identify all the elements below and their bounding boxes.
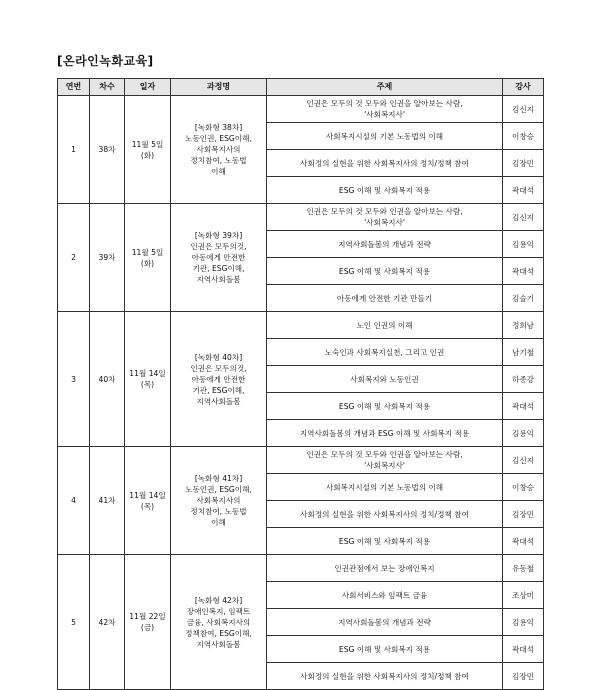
session-topic <box>267 150 503 177</box>
topic-line: '사회복지사' <box>364 110 405 119</box>
session-topic <box>267 123 503 150</box>
session-lecturer: 이창승 <box>503 123 544 150</box>
course-line: 사회복지사의 <box>196 145 241 154</box>
course-line: 사회복지사의 <box>196 496 241 505</box>
session-lecturer: 김장민 <box>503 501 544 528</box>
topic-line: 사회정의 실현을 위한 사회복지사의 정치/정책 참여 <box>300 509 469 519</box>
row-round: 39차 <box>90 204 125 312</box>
session-topic <box>267 636 503 663</box>
header-date: 일자 <box>125 79 171 96</box>
session-topic <box>267 474 503 501</box>
course-line: 아동에게 안전한 <box>191 253 246 262</box>
date-line: (화) <box>140 150 155 160</box>
session-lecturer: 곽대석 <box>503 528 544 555</box>
date-line: (목) <box>140 501 155 511</box>
session-lecturer: 김신지 <box>503 96 544 123</box>
course-line: 인권은 모두의것, <box>190 363 247 373</box>
schedule-body <box>58 96 544 690</box>
session-lecturer: 김신지 <box>503 447 544 474</box>
course-line: 노동인권, ESG이해, <box>185 485 252 494</box>
session-topic <box>267 528 503 555</box>
topic-line: 지역사회돌봄의 개념과 전략 <box>338 239 431 249</box>
topic-line: ESG 이해 및 사회복지 적용 <box>338 536 431 546</box>
row-course <box>171 96 267 204</box>
course-line: [녹화형 39차] <box>194 231 243 240</box>
session-lecturer: 김장민 <box>503 663 544 690</box>
header-row <box>58 79 544 96</box>
date-line: 11월 14일 <box>129 369 166 378</box>
topic-line: 인권은 모두의 것 모두와 인권을 알아보는 사람, <box>306 99 463 108</box>
row-date <box>125 555 171 690</box>
topic-line: '사회복지사' <box>364 218 405 227</box>
session-lecturer: 곽대석 <box>503 393 544 420</box>
session-topic <box>267 366 503 393</box>
course-line: 기관, ESG이해, <box>192 385 245 395</box>
session-lecturer: 유동철 <box>503 555 544 582</box>
course-line: 정책참여, ESG이해, <box>185 628 252 638</box>
session-topic <box>267 663 503 690</box>
row-course <box>171 312 267 447</box>
row-date <box>125 204 171 312</box>
table-row <box>58 447 544 474</box>
date-line: 11월 14일 <box>129 490 166 500</box>
session-topic <box>267 393 503 420</box>
date-line: 11월 22일 <box>129 612 166 621</box>
date-line: (화) <box>140 258 155 268</box>
row-number: 5 <box>58 555 90 690</box>
topic-line: 사회서비스와 임팩트 금융 <box>341 590 428 600</box>
header-topic: 주제 <box>267 79 503 96</box>
session-topic <box>267 609 503 636</box>
topic-line: 인권은 모두의 것 모두와 인권을 알아보는 사람, <box>306 207 463 216</box>
row-round: 40차 <box>90 312 125 447</box>
course-line: 인권은 모두의것, <box>190 242 247 251</box>
course-line: 정치참여, 노동법 <box>190 507 247 516</box>
session-lecturer: 곽대석 <box>503 258 544 285</box>
session-topic <box>267 177 503 204</box>
session-lecturer: 곽대석 <box>503 177 544 204</box>
topic-line: 사회복지시설의 기본 노동법의 이해 <box>325 131 444 141</box>
course-line: 아동에게 안전한 <box>191 374 246 384</box>
header-no: 연번 <box>58 79 90 96</box>
session-topic <box>267 339 503 366</box>
row-course <box>171 555 267 690</box>
topic-line: 사회정의 실현을 위한 사회복지사의 정치/정책 참여 <box>300 158 469 168</box>
course-line: 지역사회돌봄 <box>196 275 241 284</box>
table-row <box>58 312 544 339</box>
topic-line: 인권관점에서 보는 장애인복지 <box>334 563 435 573</box>
session-topic <box>267 258 503 285</box>
topic-line: ESG 이해 및 사회복지 적용 <box>338 266 431 276</box>
session-lecturer: 김슬기 <box>503 285 544 312</box>
session-lecturer: 곽대석 <box>503 636 544 663</box>
date-line: 11월 5일 <box>131 247 164 257</box>
row-date <box>125 447 171 555</box>
topic-line: 노인 인권의 이해 <box>356 320 413 330</box>
row-number: 1 <box>58 96 90 204</box>
session-lecturer: 김장민 <box>503 150 544 177</box>
session-topic <box>267 555 503 582</box>
schedule-table <box>57 78 544 690</box>
topic-line: 인권은 모두의 것 모두와 인권을 알아보는 사람, <box>306 450 463 459</box>
date-line: (금) <box>140 623 155 632</box>
row-number: 4 <box>58 447 90 555</box>
session-topic <box>267 312 503 339</box>
course-line: [녹화형 42차] <box>194 595 243 605</box>
topic-line: 사회정의 실현을 위한 사회복지사의 정치/정책 참여 <box>300 671 469 681</box>
topic-line: ESG 이해 및 사회복지 적용 <box>338 401 431 411</box>
header-course: 과정명 <box>171 79 267 96</box>
topic-line: 아동에게 안전한 기관 만들기 <box>336 293 433 303</box>
header-lecturer: 강사 <box>503 79 544 96</box>
topic-line: 사회복지와 노동인권 <box>350 374 419 384</box>
session-topic <box>267 501 503 528</box>
session-topic <box>267 96 503 123</box>
course-line: 금융, 사회복지사의 <box>186 617 251 627</box>
course-line: 정치참여, 노동법 <box>190 156 247 165</box>
table-row <box>58 96 544 123</box>
row-round: 38차 <box>90 96 125 204</box>
session-topic <box>267 204 503 231</box>
row-date <box>125 96 171 204</box>
header-round: 차수 <box>90 79 125 96</box>
course-line: 이해 <box>211 518 226 527</box>
row-course <box>171 447 267 555</box>
session-topic <box>267 231 503 258</box>
session-topic <box>267 447 503 474</box>
row-date <box>125 312 171 447</box>
session-lecturer: 김용익 <box>503 609 544 636</box>
session-lecturer: 이창승 <box>503 474 544 501</box>
row-course <box>171 204 267 312</box>
topic-line: 노숙인과 사회복지실천, 그리고 인권 <box>324 347 445 357</box>
session-lecturer: 남기철 <box>503 339 544 366</box>
section-title: [온라인녹화교육] <box>57 54 154 68</box>
course-line: 이해 <box>211 167 226 176</box>
date-line: 11월 5일 <box>131 139 164 149</box>
row-number: 2 <box>58 204 90 312</box>
date-line: (목) <box>140 380 155 389</box>
session-lecturer: 김용익 <box>503 420 544 447</box>
session-lecturer: 정희남 <box>503 312 544 339</box>
course-line: [녹화형 38차] <box>194 123 243 132</box>
session-lecturer: 조상미 <box>503 582 544 609</box>
course-line: 기관, ESG이해, <box>192 264 245 273</box>
course-line: 지역사회돌봄 <box>196 396 241 406</box>
session-lecturer: 김신지 <box>503 204 544 231</box>
session-topic <box>267 420 503 447</box>
session-lecturer: 김용익 <box>503 231 544 258</box>
session-topic <box>267 582 503 609</box>
row-round: 41차 <box>90 447 125 555</box>
row-number: 3 <box>58 312 90 447</box>
course-line: [녹화형 41차] <box>194 474 243 483</box>
topic-line: ESG 이해 및 사회복지 적용 <box>338 644 431 654</box>
topic-line: '사회복지사' <box>364 461 405 470</box>
course-line: 장애인복지, 임팩트 <box>186 606 251 616</box>
topic-line: 지역사회돌봄의 개념과 ESG 이해 및 사회복지 적용 <box>299 428 470 438</box>
topic-line: 지역사회돌봄의 개념과 전략 <box>338 617 431 627</box>
topic-line: 사회복지시설의 기본 노동법의 이해 <box>325 482 444 492</box>
table-row <box>58 555 544 582</box>
session-lecturer: 하종강 <box>503 366 544 393</box>
course-line: 지역사회돌봄 <box>196 639 241 649</box>
course-line: 노동인권, ESG이해, <box>185 134 252 143</box>
row-round: 42차 <box>90 555 125 690</box>
course-line: [녹화형 40차] <box>194 352 243 362</box>
topic-line: ESG 이해 및 사회복지 적용 <box>338 185 431 195</box>
session-topic <box>267 285 503 312</box>
table-row <box>58 204 544 231</box>
